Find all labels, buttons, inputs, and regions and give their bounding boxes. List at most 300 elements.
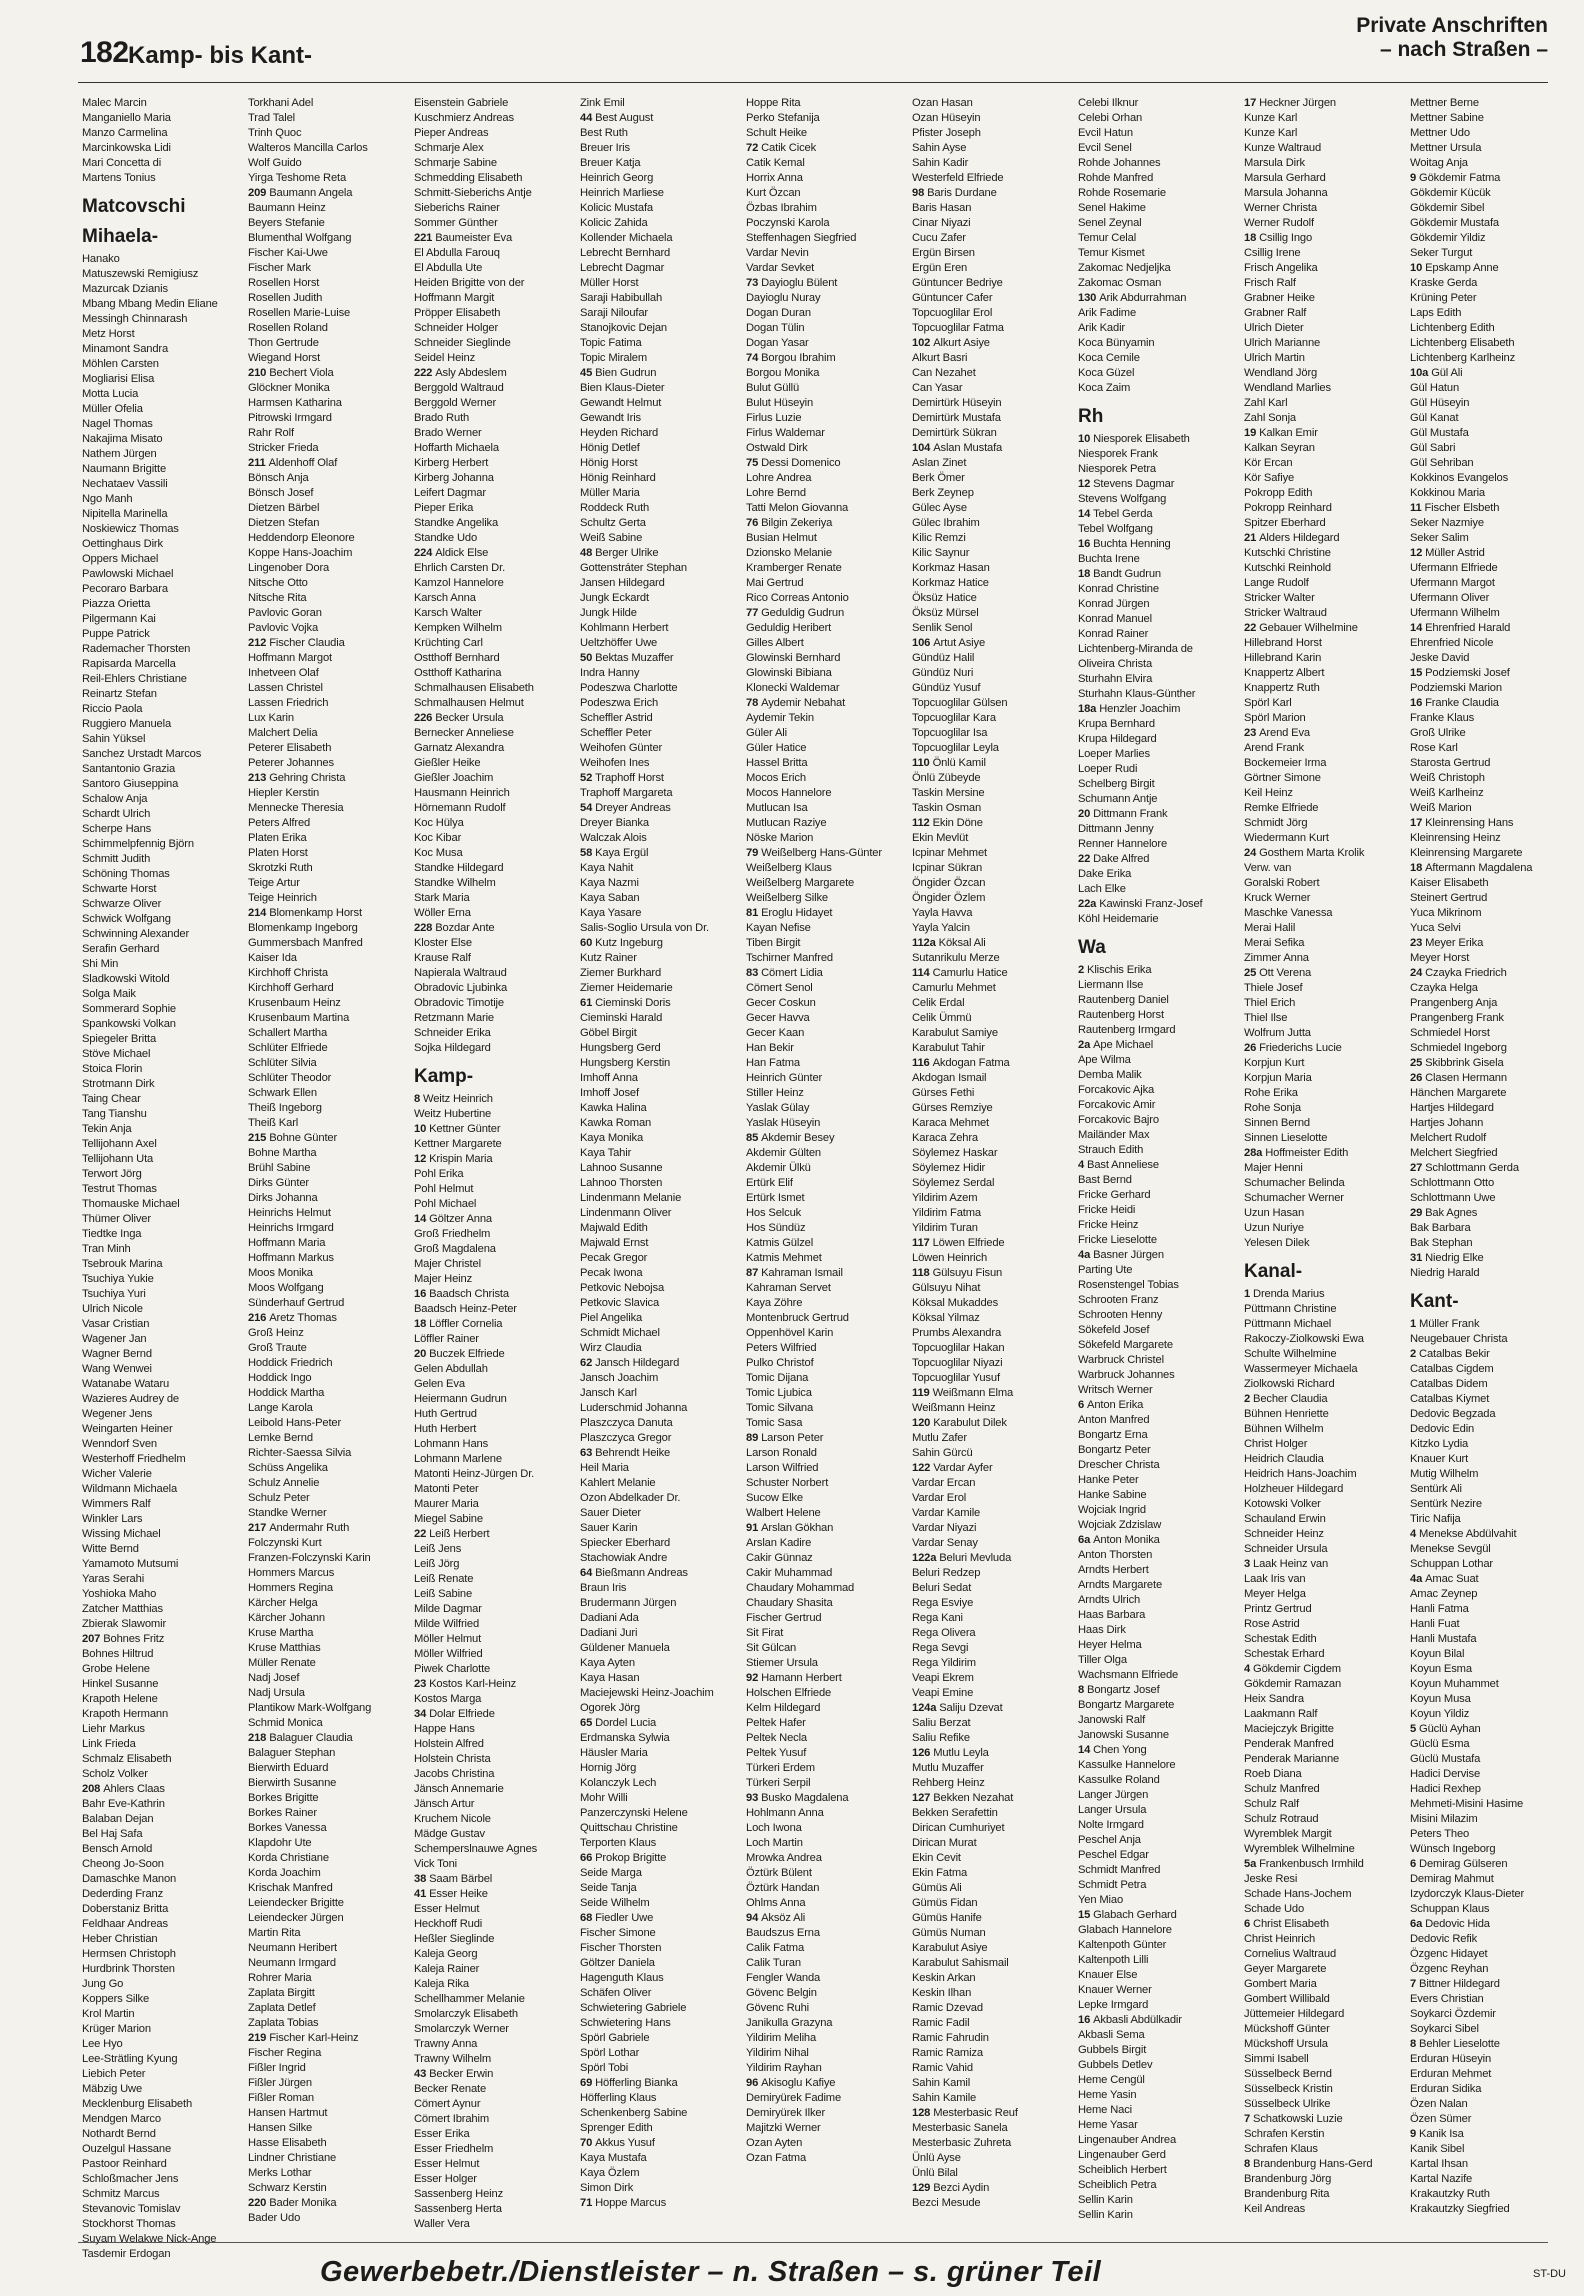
directory-entry: Rosellen Roland (248, 322, 328, 334)
directory-entry: Catalbas Cigdem (1410, 1363, 1494, 1375)
directory-entry: Kahlert Melanie (580, 1477, 656, 1489)
directory-entry: Schrooten Henny (1078, 1309, 1163, 1321)
directory-entry: Vick Toni (414, 1858, 458, 1870)
directory-entry: Kassulke Hannelore (1078, 1759, 1176, 1771)
directory-entry: Rademacher Thorsten (82, 643, 191, 655)
directory-entry: Walbert Helene (746, 1507, 821, 1519)
directory-entry: Waller Vera (414, 2218, 470, 2230)
directory-entry: Senel Hakime (1078, 202, 1146, 214)
directory-entry: Schlüter Elfriede (248, 1042, 328, 1054)
directory-entry: Firlus Luzie (746, 412, 802, 424)
house-number: 12 (414, 1153, 430, 1165)
directory-entry: Heyer Helma (1078, 1639, 1142, 1651)
directory-entry: Seker Turgut (1410, 247, 1473, 259)
directory-entry: Kramberger Renate (746, 562, 842, 574)
directory-entry: Lindenmann Oliver (580, 1207, 672, 1219)
directory-entry: Möhlen Carsten (82, 358, 159, 370)
directory-entry: Lohre Bernd (746, 487, 806, 499)
directory-entry: Schuppan Lothar (1410, 1558, 1493, 1570)
directory-entry: Feldhaar Andreas (82, 1918, 168, 1930)
house-number: 16 (1410, 697, 1426, 709)
house-number: 52 (580, 772, 596, 784)
directory-entry: Weißelberg Margarete (746, 877, 855, 889)
directory-entry: Milde Dagmar (414, 1603, 482, 1615)
directory-entry: Yamamoto Mutsumi (82, 1558, 179, 1570)
directory-entry: Arik Fadime (1078, 307, 1137, 319)
directory-entry: Marsula Dirk (1244, 157, 1305, 169)
directory-entry: Wachsmann Elfriede (1078, 1669, 1179, 1681)
directory-entry: Cömert Senol (746, 982, 813, 994)
directory-entry: Ufermann Wilhelm (1410, 607, 1500, 619)
directory-entry: Wyremblek Margit (1244, 1828, 1332, 1840)
directory-entry: Serafin Gerhard (82, 943, 160, 955)
house-number: 117 (912, 1237, 933, 1249)
directory-entry: Rohe Erika (1244, 1087, 1298, 1099)
directory-entry: Sassenberg Herta (414, 2203, 502, 2215)
directory-entry: Topcuoglilar Hakan (912, 1342, 1005, 1354)
directory-entry: Peltek Yusuf (746, 1747, 807, 1759)
directory-entry: Ziolkowski Richard (1244, 1378, 1335, 1390)
directory-entry: Penderak Manfred (1244, 1738, 1334, 1750)
directory-entry: 6 Christ Elisabeth (1244, 1918, 1329, 1930)
directory-entry: Oppers Michael (82, 553, 159, 565)
directory-entry: Sahin Kamil (912, 2077, 971, 2089)
directory-entry: Bensch Arnold (82, 1843, 153, 1855)
directory-entry: Mailänder Max (1078, 1129, 1150, 1141)
directory-entry: Tatti Melon Giovanna (746, 502, 849, 514)
directory-entry: Hoddick Martha (248, 1387, 325, 1399)
directory-entry: 25 Ott Verena (1244, 967, 1312, 979)
directory-entry: Lach Elke (1078, 883, 1126, 895)
directory-entry: Minamont Sandra (82, 343, 169, 355)
directory-entry: Loch Martin (746, 1837, 803, 1849)
directory-entry: Gülsuyu Nihat (912, 1282, 981, 1294)
directory-entry: Busian Helmut (746, 532, 817, 544)
directory-entry: Uzun Nuriye (1244, 1222, 1304, 1234)
directory-entry: Gubbels Detlev (1078, 2059, 1153, 2071)
directory-entry: Özbas Ibrahim (746, 202, 817, 214)
directory-entry: Hartjes Johann (1410, 1117, 1484, 1129)
directory-entry: Majwald Edith (580, 1222, 648, 1234)
directory-entry: Stachowiak Andre (580, 1552, 668, 1564)
directory-entry: 18 Bandt Gudrun (1078, 568, 1161, 580)
directory-entry: Westerfeld Elfriede (912, 172, 1004, 184)
directory-entry: Mettner Ursula (1410, 142, 1482, 154)
directory-entry: Bel Haj Safa (82, 1828, 143, 1840)
directory-entry: Sassenberg Heinz (414, 2188, 504, 2200)
directory-entry: Ozan Hüseyin (912, 112, 981, 124)
directory-entry: Önlü Zübeyde (912, 772, 981, 784)
directory-entry: 94 Aksöz Ali (746, 1912, 806, 1924)
directory-entry: Can Yasar (912, 382, 963, 394)
directory-entry: Sommer Günther (414, 217, 498, 229)
directory-entry: Rega Kani (912, 1612, 963, 1624)
directory-entry: Fischer Thorsten (580, 1942, 662, 1954)
directory-entry: 16 Buchta Henning (1078, 538, 1171, 550)
directory-entry: Hassel Britta (746, 757, 808, 769)
directory-entry: Wöller Erna (414, 907, 471, 919)
directory-entry: Borkes Brigitte (248, 1792, 319, 1804)
house-number: 224 (414, 547, 436, 559)
house-number: 63 (580, 1447, 596, 1459)
directory-entry: Hönig Horst (580, 457, 638, 469)
street-heading: Kant- (1410, 1291, 1459, 1312)
directory-entry: Tebel Wolfgang (1078, 523, 1153, 535)
directory-entry: Ouzelgul Hassane (82, 2143, 172, 2155)
directory-entry: Blumenthal Wolfgang (248, 232, 352, 244)
directory-entry: Kleinrensing Heinz (1410, 832, 1501, 844)
directory-entry: Schmalhausen Elisabeth (414, 682, 534, 694)
directory-entry: Fengler Wanda (746, 1972, 821, 1984)
directory-entry: Nagel Thomas (82, 418, 153, 430)
directory-entry: Imhoff Josef (580, 1087, 639, 1099)
house-number: 208 (82, 1783, 104, 1795)
directory-entry: Melchert Rudolf (1410, 1132, 1487, 1144)
directory-entry: Tomic Sasa (746, 1417, 803, 1429)
directory-entry: 12 Krispin Maria (414, 1153, 493, 1165)
house-number: 130 (1078, 292, 1100, 304)
house-number: 15 (1078, 1909, 1094, 1921)
directory-entry: Schalow Anja (82, 793, 148, 805)
house-number: 120 (912, 1417, 934, 1429)
directory-entry: Kartal Ihsan (1410, 2158, 1468, 2170)
directory-entry: Güclü Mustafa (1410, 1753, 1481, 1765)
directory-entry: Celik Erdal (912, 997, 965, 1009)
house-number: 112a (912, 937, 939, 949)
directory-entry: 124a Saliju Dzevat (912, 1702, 1003, 1714)
directory-entry: Wegener Jens (82, 1408, 153, 1420)
directory-entry: Camurlu Mehmet (912, 982, 996, 994)
directory-entry: Korda Christiane (248, 1852, 329, 1864)
directory-entry: Koyun Esma (1410, 1663, 1472, 1675)
footer-rule (78, 2242, 1548, 2243)
house-number: 119 (912, 1387, 933, 1399)
directory-entry: Konrad Christine (1078, 583, 1159, 595)
directory-entry: Forcakovic Ajka (1078, 1084, 1155, 1096)
directory-entry: 34 Dolar Elfriede (414, 1708, 495, 1720)
directory-entry: Heme Naci (1078, 2104, 1132, 2116)
directory-entry: Kawka Halina (580, 1102, 647, 1114)
directory-entry: Ekin Mevlüt (912, 832, 969, 844)
house-number: 91 (746, 1522, 762, 1534)
directory-entry: Ertürk Ismet (746, 1192, 805, 1204)
house-number: 106 (912, 637, 934, 649)
directory-entry: Stiemer Ursula (746, 1657, 818, 1669)
directory-entry: Nadj Josef (248, 1672, 300, 1684)
directory-entry: Soykarci Özdemir (1410, 2008, 1496, 2020)
directory-entry: Temur Kismet (1078, 247, 1145, 259)
directory-entry: Püttmann Christine (1244, 1303, 1337, 1315)
directory-entry: Zahl Sonja (1244, 412, 1296, 424)
directory-entry: Evers Christian (1410, 1993, 1484, 2005)
directory-entry: Kilic Remzi (912, 532, 966, 544)
directory-entry: Blomenkamp Ingeborg (248, 922, 358, 934)
directory-entry: 10 Epskamp Anne (1410, 262, 1499, 274)
directory-entry: Leibold Hans-Peter (248, 1417, 342, 1429)
directory-entry: Rapisarda Marcella (82, 658, 176, 670)
directory-entry: Lingenober Dora (248, 562, 330, 574)
directory-entry: Köksal Mukaddes (912, 1297, 999, 1309)
house-number: 89 (746, 1432, 762, 1444)
directory-entry: Koyun Musa (1410, 1693, 1471, 1705)
directory-entry: 228 Bozdar Ante (414, 922, 495, 934)
directory-entry: Tsuchiya Yukie (82, 1273, 154, 1285)
directory-entry: Lee-Strätling Kyung (82, 2053, 178, 2065)
directory-entry: Krapoth Helene (82, 1693, 158, 1705)
directory-entry: Leiß Renate (414, 1573, 474, 1585)
directory-entry: Wenndorf Sven (82, 1438, 157, 1450)
directory-entry: 219 Fischer Karl-Heinz (248, 2032, 359, 2044)
directory-entry: Borgou Monika (746, 367, 820, 379)
directory-entry: Zakomac Nedjeljka (1078, 262, 1171, 274)
directory-entry: Verw. van (1244, 862, 1292, 874)
directory-entry: Reinartz Stefan (82, 688, 157, 700)
directory-entry: 224 Aldick Else (414, 547, 489, 559)
directory-entry: Temur Celal (1078, 232, 1137, 244)
directory-entry: Standke Angelika (414, 517, 499, 529)
directory-entry: Rega Olivera (912, 1627, 976, 1639)
directory-entry: Esser Helmut (414, 2158, 480, 2170)
house-number: 65 (580, 1717, 596, 1729)
directory-entry: Köksal Yilmaz (912, 1312, 980, 1324)
directory-entry: Möller Wilfried (414, 1648, 483, 1660)
directory-entry: Nipitella Marinella (82, 508, 168, 520)
directory-entry: Kanik Sibel (1410, 2143, 1465, 2155)
directory-entry: Rohde Rosemarie (1078, 187, 1166, 199)
directory-entry: Lingenauber Andrea (1078, 2134, 1177, 2146)
directory-entry: 110 Önlü Kamil (912, 757, 986, 769)
directory-entry: Häusler Maria (580, 1747, 648, 1759)
directory-entry: Mutlu Zafer (912, 1432, 967, 1444)
directory-entry: 72 Catik Cicek (746, 142, 817, 154)
directory-entry: Fischer Gertrud (746, 1612, 822, 1624)
directory-entry: Kärcher Helga (248, 1597, 318, 1609)
column-2 (248, 96, 388, 2236)
directory-entry: 9 Kanik Isa (1410, 2128, 1464, 2140)
directory-entry: Jungk Eckardt (580, 592, 649, 604)
directory-entry: Loeper Marlies (1078, 748, 1150, 760)
house-number: 4 (1078, 1159, 1088, 1171)
directory-entry: Lepke Irmgard (1078, 1999, 1149, 2011)
directory-entry: Krakautzky Ruth (1410, 2188, 1490, 2200)
directory-entry: Pilgermann Kai (82, 613, 156, 625)
directory-entry: Keil Andreas (1244, 2203, 1306, 2215)
directory-entry: Kartal Nazife (1410, 2173, 1473, 2185)
directory-entry: Stockhorst Thomas (82, 2218, 176, 2230)
directory-entry: Gürses Remziye (912, 1102, 993, 1114)
house-number: 14 (1078, 1744, 1094, 1756)
directory-entry: Dirks Günter (248, 1177, 309, 1189)
directory-entry: Woitag Anja (1410, 157, 1468, 169)
directory-entry: Fischer Regina (248, 2047, 322, 2059)
directory-entry: 23 Arend Eva (1244, 727, 1310, 739)
directory-entry: Theiß Karl (248, 1117, 299, 1129)
directory-entry: Perko Stefanija (746, 112, 820, 124)
directory-entry: Senlik Senol (912, 622, 973, 634)
directory-entry: Prangenberg Frank (1410, 1012, 1504, 1024)
directory-entry: Riccio Paola (82, 703, 143, 715)
directory-entry: Glabach Hannelore (1078, 1924, 1172, 1936)
directory-entry: Sökefeld Margarete (1078, 1339, 1173, 1351)
directory-entry: Pitrowski Irmgard (248, 412, 332, 424)
column-1 (82, 96, 222, 2260)
house-number: 22a (1078, 898, 1100, 910)
directory-entry: Hoppe Rita (746, 97, 801, 109)
directory-entry: Fißler Jürgen (248, 2077, 312, 2089)
directory-entry: Heiermann Gudrun (414, 1393, 507, 1405)
directory-entry: Kolicic Zahida (580, 217, 648, 229)
directory-entry: Dirks Johanna (248, 1192, 318, 1204)
directory-entry: Heidrich Claudia (1244, 1453, 1324, 1465)
house-number: 104 (912, 442, 934, 454)
directory-entry: Link Frieda (82, 1738, 136, 1750)
directory-entry: Gecer Havva (746, 1012, 810, 1024)
directory-entry: Vardar Niyazi (912, 1522, 977, 1534)
footer-code: ST-DU (1533, 2268, 1566, 2280)
directory-entry: Schuster Norbert (746, 1477, 829, 1489)
directory-entry: Walteros Mancilla Carlos (248, 142, 368, 154)
directory-entry: 58 Kaya Ergül (580, 847, 649, 859)
directory-entry: Koppers Silke (82, 1993, 150, 2005)
directory-entry: Motta Lucia (82, 388, 139, 400)
directory-entry: Zink Emil (580, 97, 625, 109)
directory-entry: Kaya Özlem (580, 2167, 640, 2179)
directory-entry: Schult Heike (746, 127, 808, 139)
directory-entry: Gombert Maria (1244, 1978, 1317, 1990)
directory-entry: 25 Skibbrink Gisela (1410, 1057, 1504, 1069)
directory-entry: 6 Demirag Gülseren (1410, 1858, 1508, 1870)
directory-entry: Mehmeti-Misini Hasime (1410, 1798, 1524, 1810)
directory-entry: Stricker Waltraud (1244, 607, 1327, 619)
directory-entry: Rautenberg Horst (1078, 1009, 1164, 1021)
footer-note: Gewerbebetr./Dienstleister – n. Straßen – s. grüner Teil (320, 2256, 1102, 2288)
directory-entry: Kostos Marga (414, 1693, 482, 1705)
directory-entry: Rehberg Heinz (912, 1777, 985, 1789)
directory-entry: Seidel Heinz (414, 352, 476, 364)
directory-entry: Trawny Wilhelm (414, 2053, 492, 2065)
directory-entry: Bader Udo (248, 2212, 301, 2224)
directory-entry: 218 Balaguer Claudia (248, 1732, 353, 1744)
directory-entry: 104 Aslan Mustafa (912, 442, 1003, 454)
house-number: 3 (1244, 1558, 1254, 1570)
directory-entry: Standke Udo (414, 532, 478, 544)
directory-entry: 213 Gehring Christa (248, 772, 346, 784)
directory-entry: Bönsch Josef (248, 487, 314, 499)
directory-entry: Koyun Muhammet (1410, 1678, 1499, 1690)
directory-entry: 217 Andermahr Ruth (248, 1522, 350, 1534)
directory-entry: Folczynski Kurt (248, 1537, 322, 1549)
house-number: 10 (414, 1123, 430, 1135)
directory-entry: Hillebrand Horst (1244, 637, 1322, 649)
directory-entry: Tellijohann Uta (82, 1153, 154, 1165)
house-number: 222 (414, 367, 436, 379)
directory-entry: Kaya Nahit (580, 862, 634, 874)
directory-entry: Niesporek Petra (1078, 463, 1156, 475)
directory-entry: Gießler Joachim (414, 772, 494, 784)
directory-entry: Roddeck Ruth (580, 502, 650, 514)
directory-entry: Schmidt Manfred (1078, 1864, 1161, 1876)
directory-entry: Bak Stephan (1410, 1237, 1473, 1249)
directory-entry: Schrafen Kerstin (1244, 2128, 1325, 2140)
directory-entry: Bühnen Wilhelm (1244, 1423, 1324, 1435)
directory-entry: Fißler Ingrid (248, 2062, 306, 2074)
directory-entry: Westerhoff Friedhelm (82, 1453, 186, 1465)
directory-entry: Maciejczyk Brigitte (1244, 1723, 1334, 1735)
directory-entry: 12 Stevens Dagmar (1078, 478, 1175, 490)
directory-entry: Fischer Kai-Uwe (248, 247, 328, 259)
directory-entry: Öztürk Bülent (746, 1867, 812, 1879)
directory-entry: Püttmann Michael (1244, 1318, 1332, 1330)
directory-entry: Dogan Duran (746, 307, 811, 319)
directory-entry: Meyer Helga (1244, 1588, 1306, 1600)
house-number: 69 (580, 2077, 596, 2089)
directory-entry: Jänsch Artur (414, 1798, 475, 1810)
directory-entry: Calik Turan (746, 1957, 801, 1969)
directory-entry: Icpinar Mehmet (912, 847, 987, 859)
directory-entry: Yildirim Rayhan (746, 2062, 822, 2074)
directory-entry: 4a Basner Jürgen (1078, 1249, 1164, 1261)
directory-entry: Rautenberg Irmgard (1078, 1024, 1176, 1036)
directory-entry: Standke Wilhelm (414, 877, 496, 889)
directory-entry: Löwen Heinrich (912, 1252, 988, 1264)
directory-entry: Türkeri Erdem (746, 1762, 815, 1774)
house-number: 212 (248, 637, 270, 649)
directory-entry: Kirberg Johanna (414, 472, 494, 484)
directory-entry: Leiß Jens (414, 1543, 462, 1555)
directory-entry: Schmiedel Horst (1410, 1027, 1490, 1039)
directory-entry: Schemperslnauwe Agnes (414, 1843, 538, 1855)
directory-entry: Writsch Werner (1078, 1384, 1153, 1396)
directory-entry: 28a Hoffmeister Edith (1244, 1147, 1349, 1159)
directory-entry: 83 Cömert Lidia (746, 967, 823, 979)
directory-entry: 73 Dayioglu Bülent (746, 277, 838, 289)
directory-entry: Spörl Tobi (580, 2062, 629, 2074)
directory-entry: Tiller Olga (1078, 1654, 1127, 1666)
directory-entry: Plaszczyca Danuta (580, 1417, 673, 1429)
house-number: 5a (1244, 1858, 1260, 1870)
directory-entry: 21 Alders Hildegard (1244, 532, 1340, 544)
directory-entry: Majer Henni (1244, 1162, 1303, 1174)
directory-entry: Malchert Delia (248, 727, 318, 739)
directory-entry: Süsselbeck Bernd (1244, 2068, 1332, 2080)
directory-entry: Klonecki Waldemar (746, 682, 840, 694)
directory-entry: Chaudary Mohammad (746, 1582, 855, 1594)
directory-entry: 44 Best August (580, 112, 654, 124)
directory-entry: Bezci Mesude (912, 2197, 981, 2209)
directory-entry: Hönig Detlef (580, 442, 640, 454)
directory-entry: Dogan Yasar (746, 337, 809, 349)
directory-entry: Hoffarth Michaela (414, 442, 499, 454)
directory-entry: Hinkel Susanne (82, 1678, 159, 1690)
directory-entry: Trawny Anna (414, 2038, 478, 2050)
house-number: 126 (912, 1747, 934, 1759)
directory-entry: Suyam Welakwe Nick-Ange (82, 2233, 217, 2245)
directory-entry: Spörl Lothar (580, 2047, 640, 2059)
directory-entry: 18 Löffler Cornelia (414, 1318, 503, 1330)
directory-entry: 214 Blomenkamp Horst (248, 907, 362, 919)
house-number: 74 (746, 352, 762, 364)
directory-entry: Karabulut Samiye (912, 1027, 998, 1039)
category-label (1356, 14, 1548, 62)
directory-entry: Rico Correas Antonio (746, 592, 849, 604)
directory-entry: Sentürk Ali (1410, 1483, 1462, 1495)
directory-entry: Arndts Margarete (1078, 1579, 1163, 1591)
directory-entry: 127 Bekken Nezahat (912, 1792, 1014, 1804)
directory-entry: Heddendorp Eleonore (248, 532, 355, 544)
directory-entry: Schloßmacher Jens (82, 2173, 179, 2185)
directory-entry: Schmedding Elisabeth (414, 172, 523, 184)
house-number: 221 (414, 232, 436, 244)
